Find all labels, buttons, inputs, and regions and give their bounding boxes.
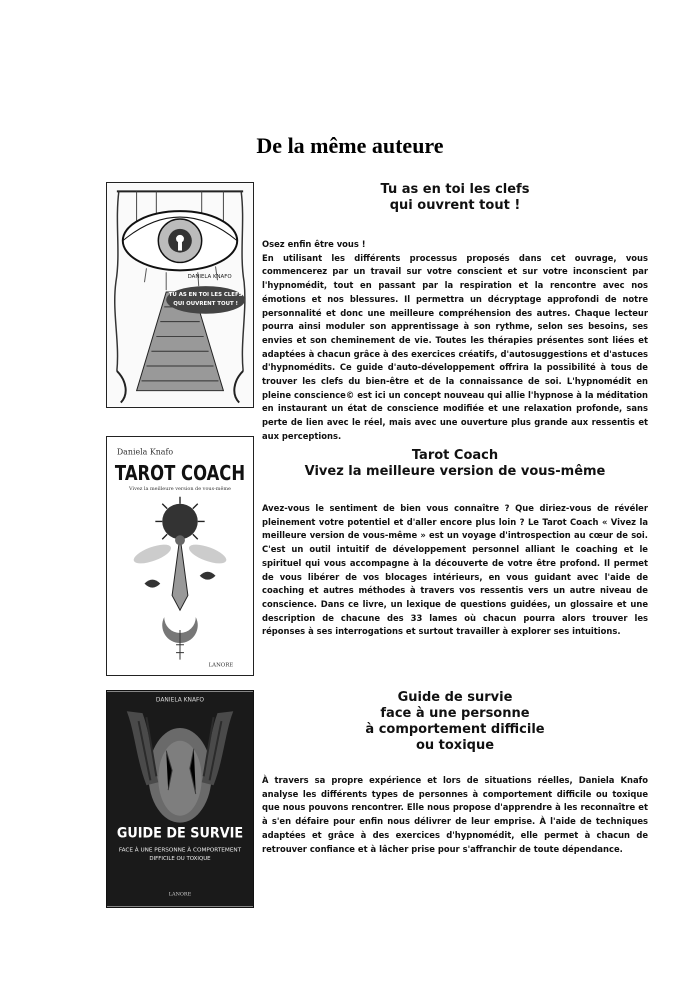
book-cover-guide-de-survie [106, 690, 254, 908]
cover-subtitle: Vivez la meilleure version de vous-même [129, 485, 231, 492]
book-title-line: Guide de survie [397, 690, 513, 705]
description-paragraph: Osez enfin être vous ! [262, 239, 366, 249]
cover-title-line1: TU AS EN TOI LES CLEFS [168, 291, 243, 298]
cover-illustration-face [107, 691, 253, 907]
cover-illustration-tarot [107, 437, 253, 675]
cover-publisher: LANORE [208, 662, 234, 669]
cover-title: TAROT COACH [114, 461, 246, 486]
book-title [262, 448, 648, 480]
description-paragraph: À travers sa propre expérience et lors de situations réelles, Daniela Knafo analyse les différents types de personnes à comportement difficile ou toxique que nous pouvons rencontrer. Elle nous propose d'apprendre à les reconnaître et à s'en défaire pour enfin nous délivrer de leur emprise. À l'aide de techniques adaptées et grâce à des exercices d'hypnomédit, elle permet à chacun de retrouver confiance et à lâcher prise pour s'affranchir de toute dépendance. [262, 775, 648, 854]
cover-publisher: LANORE [168, 891, 192, 898]
book-title-line: à comportement difficile [365, 722, 545, 737]
cover-title-line2: QUI OUVRENT TOUT ! [173, 300, 239, 307]
book-title-line: face à une personne [380, 706, 530, 721]
description-paragraph: En utilisant les différents processus proposés dans cet ouvrage, vous commencerez par un travail sur votre conscient et sur votre inconscient par l'hypnomédit, tout en passant par la respiration et la rencontre avec nos émotions et nos blessures. Il permettra un décryptage approfondi de notre personnalité et donc une meilleure compréhension des autres. Chaque lecteur pourra ainsi moduler son apprentissage à son rythme, selon ses besoins, ses envies et son cheminement de vie. Toutes les thérapies présentes sont liées et adaptées à chacun grâce à des exercices créatifs, d'autosuggestions et d'astuces d'hypnomédits. Ce guide d'auto-développement offrira la possibilité à tous de trouver les clefs du bien-être et de la connaissance de soi. L'hypnomédit en pleine conscience© est ici un concept nouveau qui allie l'hypnose à la méditation en instaurant un état de conscience modifiée et une relaxation profonde, sans perte de lien avec le réel, mais avec une ouverture plus grande aux ressentis et aux perceptions. [262, 252, 648, 441]
cover-subtitle-line1: FACE À UNE PERSONNE À COMPORTEMENT [118, 847, 235, 854]
book-title-line: Tu as en toi les clefs [380, 182, 530, 197]
page-title: De la même auteure [256, 132, 444, 158]
book-title-line: Vivez la meilleure version de vous-même [304, 464, 606, 479]
book-title-line: ou toxique [415, 738, 495, 753]
book-description [262, 502, 648, 639]
book-title [262, 182, 648, 214]
cover-illustration-eye [107, 183, 253, 407]
cover-author: DANIELA KNAFO [155, 697, 205, 704]
book-title-line: Tarot Coach [411, 448, 499, 463]
book-description [262, 774, 648, 856]
book-title-line: qui ouvrent tout ! [389, 198, 521, 213]
book-description [262, 238, 648, 444]
book-cover-tarot-coach [106, 436, 254, 676]
cover-author: Daniela Knafo [116, 447, 174, 457]
description-paragraph: Avez-vous le sentiment de bien vous connaître ? Que diriez-vous de révéler pleinement votre potentiel et d'aller encore plus loin ? Le Tarot Coach « Vivez la meilleure version de vous-même » est un voyage d'introspection au cœur de soi. C'est un outil intuitif de développement personnel alliant le coaching et le spirituel qui vous accompagne à la découverte de votre être profond. Il permet de vous libérer de vos blocages intérieurs, en vous guidant avec l'aide de coaching et autres méthodes à travers vos ressentis vers un autre niveau de conscience. Dans ce livre, un lexique de questions guidées, un glossaire et une description de chacune des 33 lames où chacun pourra alors trouver les réponses à ses interrogations et surtout travailler à explorer ses intuitions. [262, 503, 648, 637]
book-cover-tu-as-en-toi-les-clefs [106, 182, 254, 408]
cover-subtitle-line2: DIFFICILE OU TOXIQUE [149, 856, 211, 863]
cover-author: DANIELA KNAFO [187, 274, 232, 281]
cover-title: GUIDE DE SURVIE [116, 825, 244, 842]
book-title [262, 690, 648, 754]
